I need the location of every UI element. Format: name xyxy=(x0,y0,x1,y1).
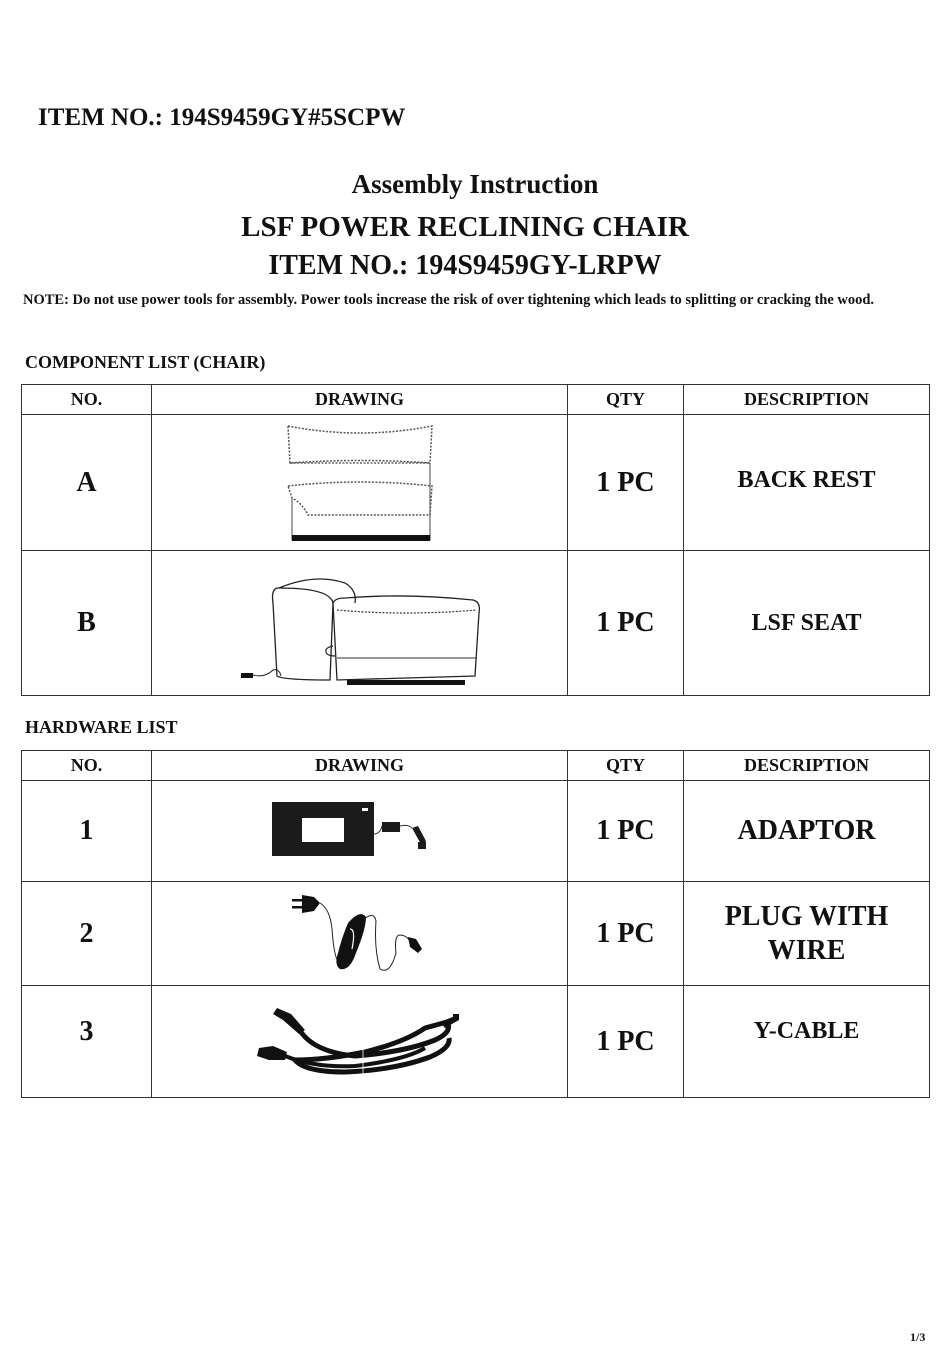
table-row xyxy=(22,882,930,986)
drawing-cell xyxy=(152,882,568,986)
row-qty: 1 PC xyxy=(568,986,684,1098)
drawing-cell xyxy=(152,415,568,551)
col-header-no: NO. xyxy=(22,385,152,415)
row-description: ADAPTOR xyxy=(684,781,930,882)
col-header-drawing: DRAWING xyxy=(152,385,568,415)
drawing-cell xyxy=(152,986,568,1098)
row-qty: 1 PC xyxy=(568,882,684,986)
row-qty: 1 PC xyxy=(568,781,684,882)
row-description: Y-CABLE xyxy=(684,986,930,1098)
adaptor-drawing-icon xyxy=(152,796,567,866)
table-row xyxy=(22,781,930,882)
row-no: A xyxy=(22,415,152,551)
lsf-seat-drawing-icon xyxy=(152,558,567,688)
component-table xyxy=(21,384,930,696)
row-no: 3 xyxy=(22,986,152,1098)
col-header-description: DESCRIPTION xyxy=(684,385,930,415)
row-description xyxy=(684,882,930,986)
col-header-qty: QTY xyxy=(568,751,684,781)
table-header-row xyxy=(22,385,930,415)
drawing-cell xyxy=(152,551,568,696)
col-header-no: NO. xyxy=(22,751,152,781)
row-qty: 1 PC xyxy=(568,551,684,696)
col-header-description: DESCRIPTION xyxy=(684,751,930,781)
document-title: Assembly Instruction xyxy=(351,169,599,199)
component-list-heading: COMPONENT LIST (CHAIR) xyxy=(25,352,266,372)
product-item-number: ITEM NO.: 194S9459GY-LRPW xyxy=(268,250,662,281)
row-no: B xyxy=(22,551,152,696)
table-row xyxy=(22,986,930,1098)
item-number-top: ITEM NO.: 194S9459GY#5SCPW xyxy=(38,104,406,131)
table-header-row xyxy=(22,751,930,781)
table-row xyxy=(22,415,930,551)
product-name: LSF POWER RECLINING CHAIR xyxy=(241,211,689,243)
page-number: 1/3 xyxy=(910,1330,926,1344)
row-description-line2: WIRE xyxy=(767,934,846,966)
assembly-note: NOTE: Do not use power tools for assembly. Power tools increase the risk of over tightening which leads to splitting or cracking the wood. xyxy=(23,292,875,308)
y-cable-drawing-icon xyxy=(152,1002,567,1082)
hardware-table xyxy=(21,750,930,1098)
col-header-drawing: DRAWING xyxy=(152,751,568,781)
row-description-line1: PLUG WITH xyxy=(724,900,889,932)
plug-with-wire-drawing-icon xyxy=(152,889,567,979)
hardware-list-heading: HARDWARE LIST xyxy=(25,717,178,737)
row-qty: 1 PC xyxy=(568,415,684,551)
col-header-qty: QTY xyxy=(568,385,684,415)
row-no: 1 xyxy=(22,781,152,882)
row-no: 2 xyxy=(22,882,152,986)
row-description: BACK REST xyxy=(684,415,930,551)
drawing-cell xyxy=(152,781,568,882)
row-description: LSF SEAT xyxy=(684,551,930,696)
table-row xyxy=(22,551,930,696)
back-rest-drawing-icon xyxy=(152,418,567,548)
